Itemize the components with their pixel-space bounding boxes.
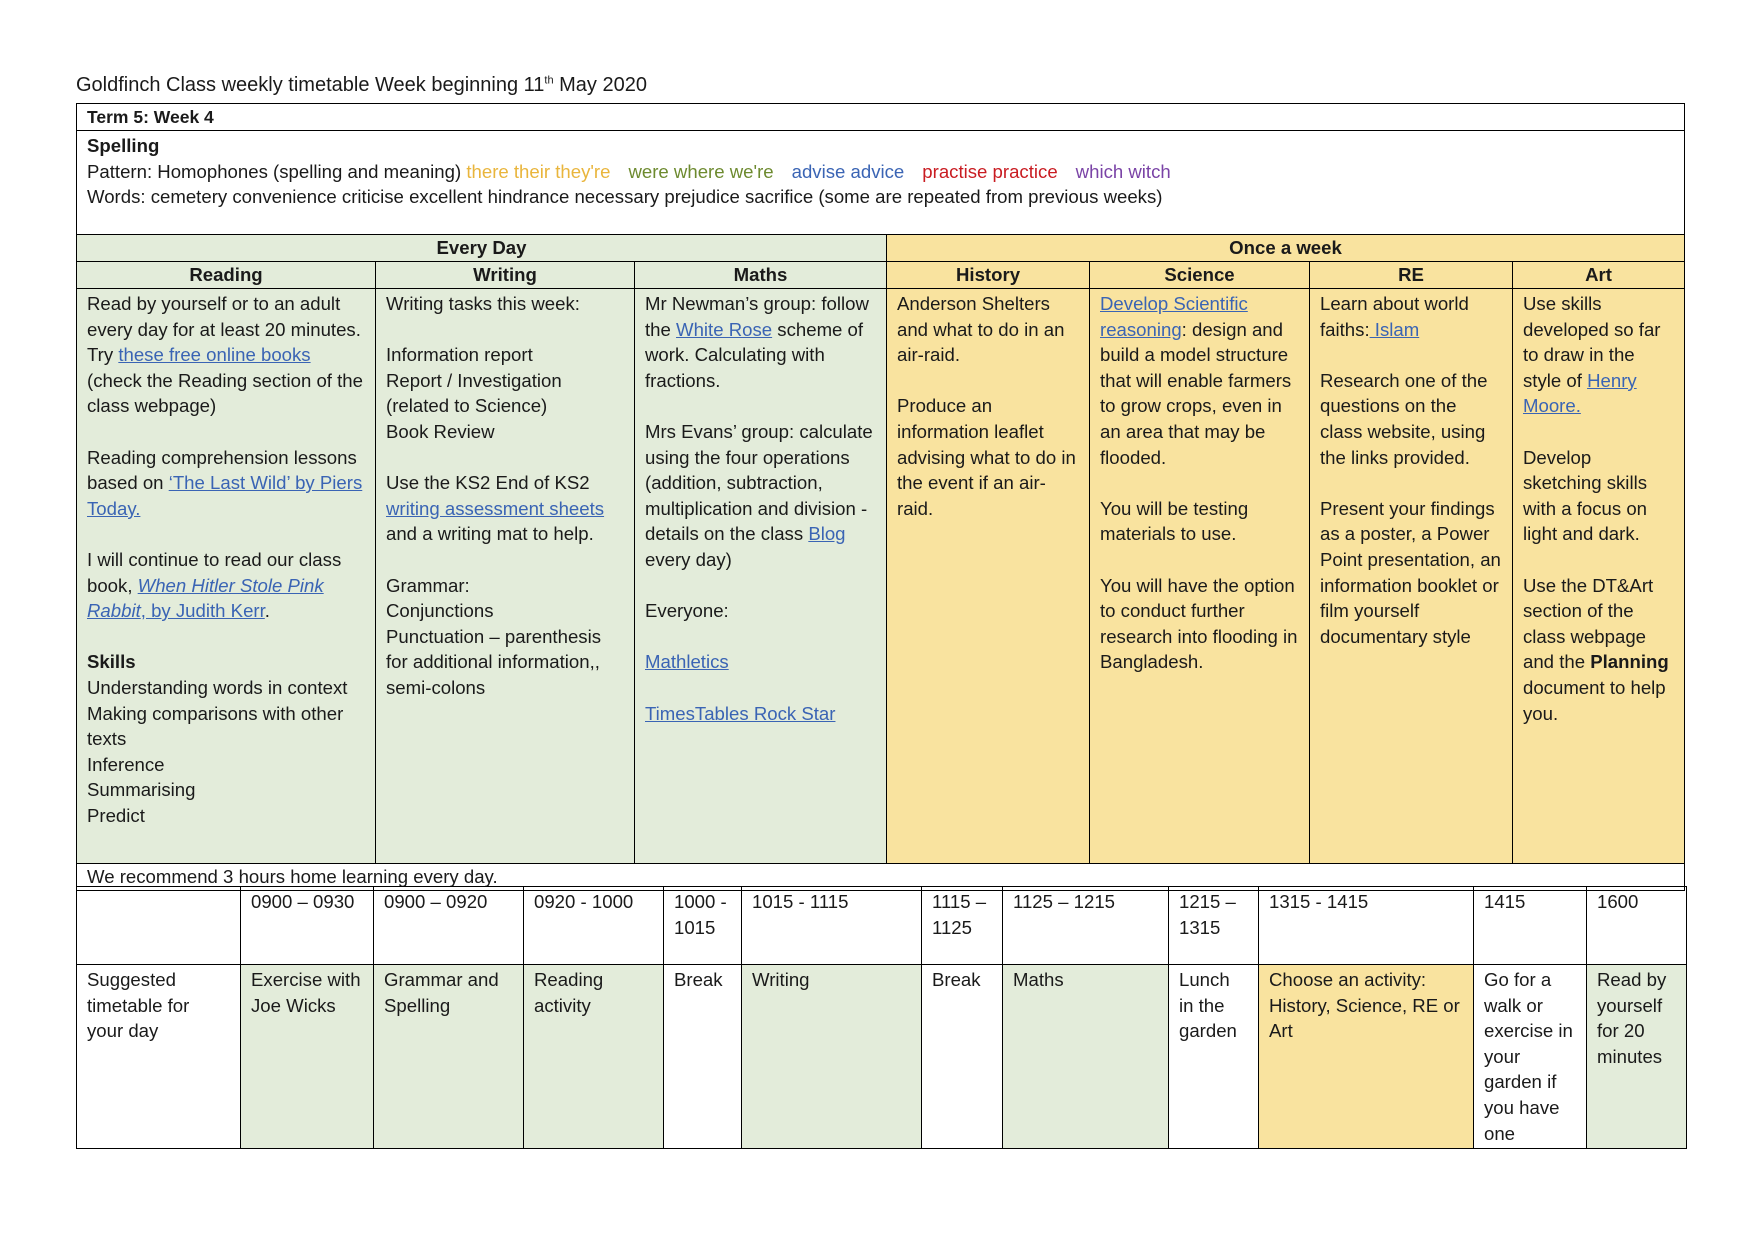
maths-newman: Mr Newman’s group: follow the White Rose scheme of work. Calculating with fractions. bbox=[645, 293, 869, 391]
writing-cell bbox=[376, 289, 635, 864]
history-topic: Anderson Shelters and what to do in an air-raid. bbox=[897, 293, 1065, 366]
science-research: You will have the option to conduct further research into flooding in Bangladesh. bbox=[1100, 574, 1298, 673]
activity-cell: Go for a walk or exercise in your garden if you have one bbox=[1474, 965, 1587, 1149]
activity-cell: Lunch in the garden bbox=[1169, 965, 1259, 1149]
header-reading: Reading bbox=[77, 262, 376, 289]
time-slot: 1415 bbox=[1474, 887, 1587, 965]
reading-daily: Read by yourself or to an adult every day for at least 20 minutes. Try these free online books (check the Reading section of the class webpage) bbox=[87, 293, 363, 417]
art-sketching: Develop sketching skills with a focus on light and dark. bbox=[1523, 446, 1648, 545]
header-re: RE bbox=[1310, 262, 1513, 289]
grammar-line: Conjunctions bbox=[386, 600, 494, 622]
re-present: Present your findings as a poster, a Power Point presentation, an information booklet or film yourself documentary style bbox=[1320, 497, 1501, 647]
skill-item: Understanding words in context bbox=[87, 676, 348, 698]
grammar-line: Grammar: bbox=[386, 574, 470, 596]
activity-cell: Choose an activity: History, Science, RE or Art bbox=[1259, 965, 1474, 1149]
art-style: Use skills developed so far to draw in the style of Henry Moore. bbox=[1523, 293, 1661, 417]
time-slot: 1215 – 1315 bbox=[1169, 887, 1259, 965]
term-label: Term 5: Week 4 bbox=[77, 104, 1685, 131]
activity-cell: Exercise with Joe Wicks bbox=[241, 965, 374, 1149]
header-art: Art bbox=[1513, 262, 1685, 289]
history-task: Produce an information leaflet advising what to do in the event if an air-raid. bbox=[897, 395, 1076, 519]
once-a-week-header: Once a week bbox=[887, 235, 1685, 262]
time-slot: 1015 - 1115 bbox=[742, 887, 922, 965]
re-cell bbox=[1310, 289, 1513, 864]
activity-cell: Read by yourself for 20 minutes bbox=[1587, 965, 1687, 1149]
time-slot: 0920 - 1000 bbox=[524, 887, 664, 965]
maths-evans: Mrs Evans’ group: calculate using the four operations (addition, subtraction, multiplication and division - details on the class Blog every day) bbox=[645, 420, 873, 570]
writing-task: Report / Investigation (related to Science) bbox=[386, 369, 562, 417]
homophone-group: there their they're bbox=[466, 160, 611, 182]
activity-cell: Suggested timetable for your day bbox=[77, 965, 241, 1149]
suggested-timetable bbox=[76, 886, 1687, 1149]
re-research: Research one of the questions on the class website, using the links provided. bbox=[1320, 369, 1488, 468]
mathletics-link[interactable]: Mathletics bbox=[645, 651, 729, 673]
homophone-group: practise practice bbox=[922, 160, 1058, 182]
timestables-rock-star-link[interactable]: TimesTables Rock Star bbox=[645, 702, 836, 724]
grammar-line: Punctuation – parenthesis for additional information,, semi-colons bbox=[386, 625, 602, 698]
activity-cell: Maths bbox=[1003, 965, 1169, 1149]
times-row bbox=[77, 887, 1687, 965]
henry-moore-link[interactable]: Henry Moore. bbox=[1523, 369, 1637, 417]
recommendation: We recommend 3 hours home learning every day. bbox=[77, 864, 1685, 891]
activity-cell: Reading activity bbox=[524, 965, 664, 1149]
maths-cell bbox=[635, 289, 887, 864]
header-science: Science bbox=[1090, 262, 1310, 289]
re-faiths: Learn about world faiths: Islam bbox=[1320, 293, 1469, 340]
spelling-heading: Spelling bbox=[87, 135, 160, 156]
time-slot: 0900 – 0930 bbox=[241, 887, 374, 965]
writing-assessment-link[interactable]: writing assessment sheets bbox=[386, 497, 605, 519]
art-planning: Use the DT&Art section of the class webpage and the Planning document to help you. bbox=[1523, 574, 1669, 724]
skills-heading: Skills bbox=[87, 651, 136, 673]
writing-task: Information report bbox=[386, 344, 533, 366]
activities-row bbox=[77, 965, 1687, 1149]
blog-link[interactable]: Blog bbox=[808, 523, 846, 545]
skill-item: Predict bbox=[87, 804, 145, 826]
activity-cell: Break bbox=[922, 965, 1003, 1149]
homophone-group: advise advice bbox=[791, 160, 905, 182]
page-title: Goldfinch Class weekly timetable Week beginning 11th May 2020 bbox=[76, 74, 647, 96]
header-maths: Maths bbox=[635, 262, 887, 289]
skill-item: Summarising bbox=[87, 779, 196, 801]
header-history: History bbox=[887, 262, 1090, 289]
time-slot: 1315 - 1415 bbox=[1259, 887, 1474, 965]
develop-scientific-reasoning-link[interactable]: Develop Scientific reasoning bbox=[1100, 293, 1248, 340]
activity-cell: Grammar and Spelling bbox=[374, 965, 524, 1149]
class-book-link[interactable]: When Hitler Stole Pink Rabbit, by Judith Kerr bbox=[87, 574, 324, 622]
class-book: I will continue to read our class book, When Hitler Stole Pink Rabbit, by Judith Kerr. bbox=[87, 548, 342, 622]
science-task: Develop Scientific reasoning: design and build a model structure that will enable farmers to grow crops, even in an area that may be flooded. bbox=[1100, 293, 1292, 468]
spelling-section bbox=[77, 131, 1685, 235]
reading-comprehension: Reading comprehension lessons based on ‘The Last Wild’ by Piers Today. bbox=[87, 446, 363, 519]
last-wild-link[interactable]: ‘The Last Wild’ by Piers Today. bbox=[87, 472, 363, 519]
free-online-books-link[interactable]: these free online books bbox=[118, 344, 311, 366]
activity-cell: Writing bbox=[742, 965, 922, 1149]
writing-task: Book Review bbox=[386, 420, 495, 442]
every-day-header: Every Day bbox=[77, 235, 887, 262]
activity-cell: Break bbox=[664, 965, 742, 1149]
homophone-group: were where we're bbox=[628, 160, 774, 182]
time-slot: 1600 bbox=[1587, 887, 1687, 965]
history-cell bbox=[887, 289, 1090, 864]
writing-intro: Writing tasks this week: bbox=[386, 293, 580, 314]
time-slot: 1000 - 1015 bbox=[664, 887, 742, 965]
homophone-group: which witch bbox=[1075, 160, 1171, 182]
writing-assessment: Use the KS2 End of KS2 writing assessment sheets and a writing mat to help. bbox=[386, 472, 605, 545]
art-cell bbox=[1513, 289, 1685, 864]
science-cell bbox=[1090, 289, 1310, 864]
maths-everyone: Everyone: bbox=[645, 600, 729, 622]
skill-item: Making comparisons with other texts bbox=[87, 702, 344, 750]
time-slot: 0900 – 0920 bbox=[374, 887, 524, 965]
spelling-pattern: Pattern: Homophones (spelling and meaning) there their they're were where we're advise advice practise practice which witch bbox=[87, 160, 1171, 182]
reading-cell bbox=[77, 289, 376, 864]
weekly-plan-table bbox=[76, 103, 1685, 891]
spelling-words: Words: cemetery convenience criticise excellent hindrance necessary prejudice sacrifice (some are repeated from previous weeks) bbox=[87, 186, 1163, 208]
time-slot bbox=[77, 887, 241, 965]
time-slot: 1115 – 1125 bbox=[922, 887, 1003, 965]
white-rose-link[interactable]: White Rose bbox=[676, 318, 773, 340]
header-writing: Writing bbox=[376, 262, 635, 289]
islam-link[interactable]: Islam bbox=[1369, 318, 1420, 340]
skill-item: Inference bbox=[87, 753, 165, 775]
time-slot: 1125 – 1215 bbox=[1003, 887, 1169, 965]
science-testing: You will be testing materials to use. bbox=[1100, 497, 1249, 545]
